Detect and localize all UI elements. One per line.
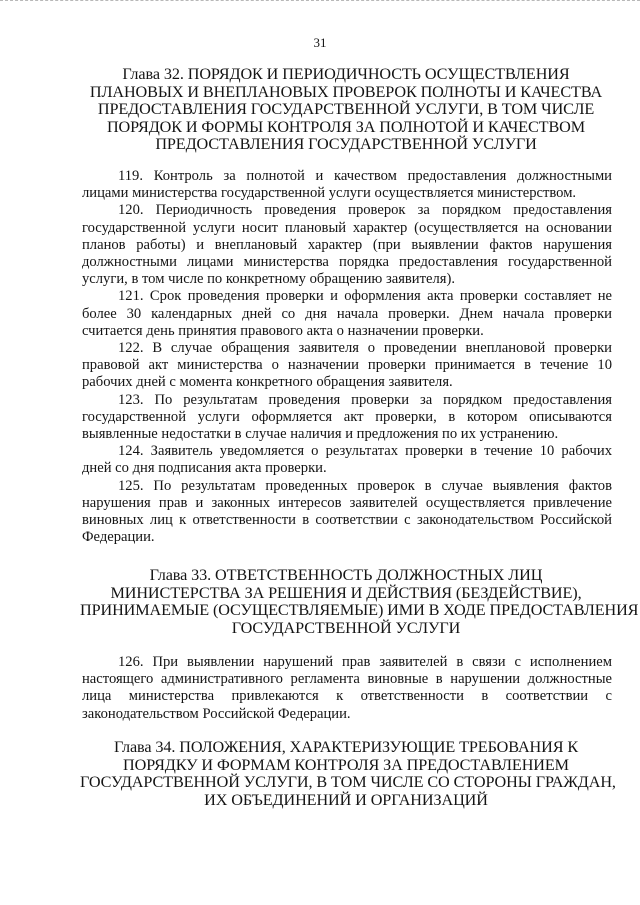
paragraph-123: 123. По результатам проведения проверки за порядком предоставления государственной услуги оформляется акт проверки, в котором описываются выявленные недостатки в случае наличия и предложения по их устранению.: [82, 391, 612, 443]
chapter-33-body: [82, 654, 612, 723]
heading-line: ПРЕДОСТАВЛЕНИЯ ГОСУДАРСТВЕННОЙ УСЛУГИ: [155, 135, 537, 154]
chapter-33-heading: [80, 566, 639, 637]
paragraph-121: 121. Срок проведения проверки и оформления акта проверки составляет не более 30 календарных дней со дня начала проверки. Днем начала проверки считается день принятия правового акта о назначении проверки.: [82, 288, 612, 339]
heading-line: МИНИСТЕРСТВА ЗА РЕШЕНИЯ И ДЕЙСТВИЯ (БЕЗДЕЙСТВИЕ),: [110, 583, 582, 602]
paragraph-122: 122. В случае обращения заявителя о проведении внеплановой проверки правовой акт министерства о назначении проверки принимается в течение 10 рабочих дней с момента конкретного обращения заявителя.: [82, 340, 612, 391]
heading-line: Глава 32. ПОРЯДОК И ПЕРИОДИЧНОСТЬ ОСУЩЕСТВЛЕНИЯ: [122, 65, 570, 83]
heading-line: Глава 33. ОТВЕТСТВЕННОСТЬ ДОЛЖНОСТНЫХ ЛИЦ: [149, 566, 543, 584]
scan-edge: [0, 0, 640, 9]
chapter-34-heading: [80, 738, 616, 809]
heading-line: ПОРЯДКУ И ФОРМАМ КОНТРОЛЯ ЗА ПРЕДОСТАВЛЕНИЕМ: [123, 755, 569, 774]
page-number: 31: [313, 35, 327, 50]
paragraph-126: 126. При выявлении нарушений прав заявителей в связи с исполнением настоящего административного регламента виновные в нарушении должностные лица министерства привлекаются к ответственности в соответствии с законодательством Российской Федерации.: [82, 654, 612, 722]
heading-line: ГОСУДАРСТВЕННОЙ УСЛУГИ: [231, 618, 461, 637]
heading-line: ПРИНИМАЕМЫЕ (ОСУЩЕСТВЛЯЕМЫЕ) ИМИ В ХОДЕ ПРЕДОСТАВЛЕНИЯ: [80, 601, 639, 620]
heading-line: ГОСУДАРСТВЕННОЙ УСЛУГИ, В ТОМ ЧИСЛЕ СО СТОРОНЫ ГРАЖДАН,: [80, 773, 616, 792]
paragraph-120: 120. Периодичность проведения проверок за порядком предоставления государственной услуги носит плановый характер (осуществляется на основании планов работы) и внеплановый характер (при выявлении фактов нарушения должностными лицами министерства порядка предоставления государственной услуги, в том числе по конкретному обращению заявителя).: [82, 202, 612, 288]
heading-line: ПРЕДОСТАВЛЕНИЯ ГОСУДАРСТВЕННОЙ УСЛУГИ, В ТОМ ЧИСЛЕ: [97, 100, 595, 119]
paragraph-119: 119. Контроль за полнотой и качеством предоставления должностными лицами министерства государственной услуги осуществляется министерством.: [82, 168, 612, 202]
chapter-32-heading: [80, 66, 612, 154]
paragraph-125: 125. По результатам проведенных проверок в случае выявления фактов нарушения прав и законных интересов заявителей осуществляется привлечение виновных лиц к ответственности в соответствии с законодательством Российской Федерации.: [82, 477, 612, 546]
chapter-32-body: [82, 168, 612, 546]
heading-line: Глава 34. ПОЛОЖЕНИЯ, ХАРАКТЕРИЗУЮЩИЕ ТРЕБОВАНИЯ К: [113, 738, 579, 756]
paragraph-124: 124. Заявитель уведомляется о результатах проверки в течение 10 рабочих дней со дня подписания акта проверки.: [82, 443, 612, 477]
heading-line: ПОРЯДОК И ФОРМЫ КОНТРОЛЯ ЗА ПОЛНОТОЙ И КАЧЕСТВОМ: [106, 117, 586, 136]
heading-line: ИХ ОБЪЕДИНЕНИЙ И ОРГАНИЗАЦИЙ: [204, 790, 488, 809]
heading-line: ПЛАНОВЫХ И ВНЕПЛАНОВЫХ ПРОВЕРОК ПОЛНОТЫ И КАЧЕСТВА: [89, 82, 603, 101]
